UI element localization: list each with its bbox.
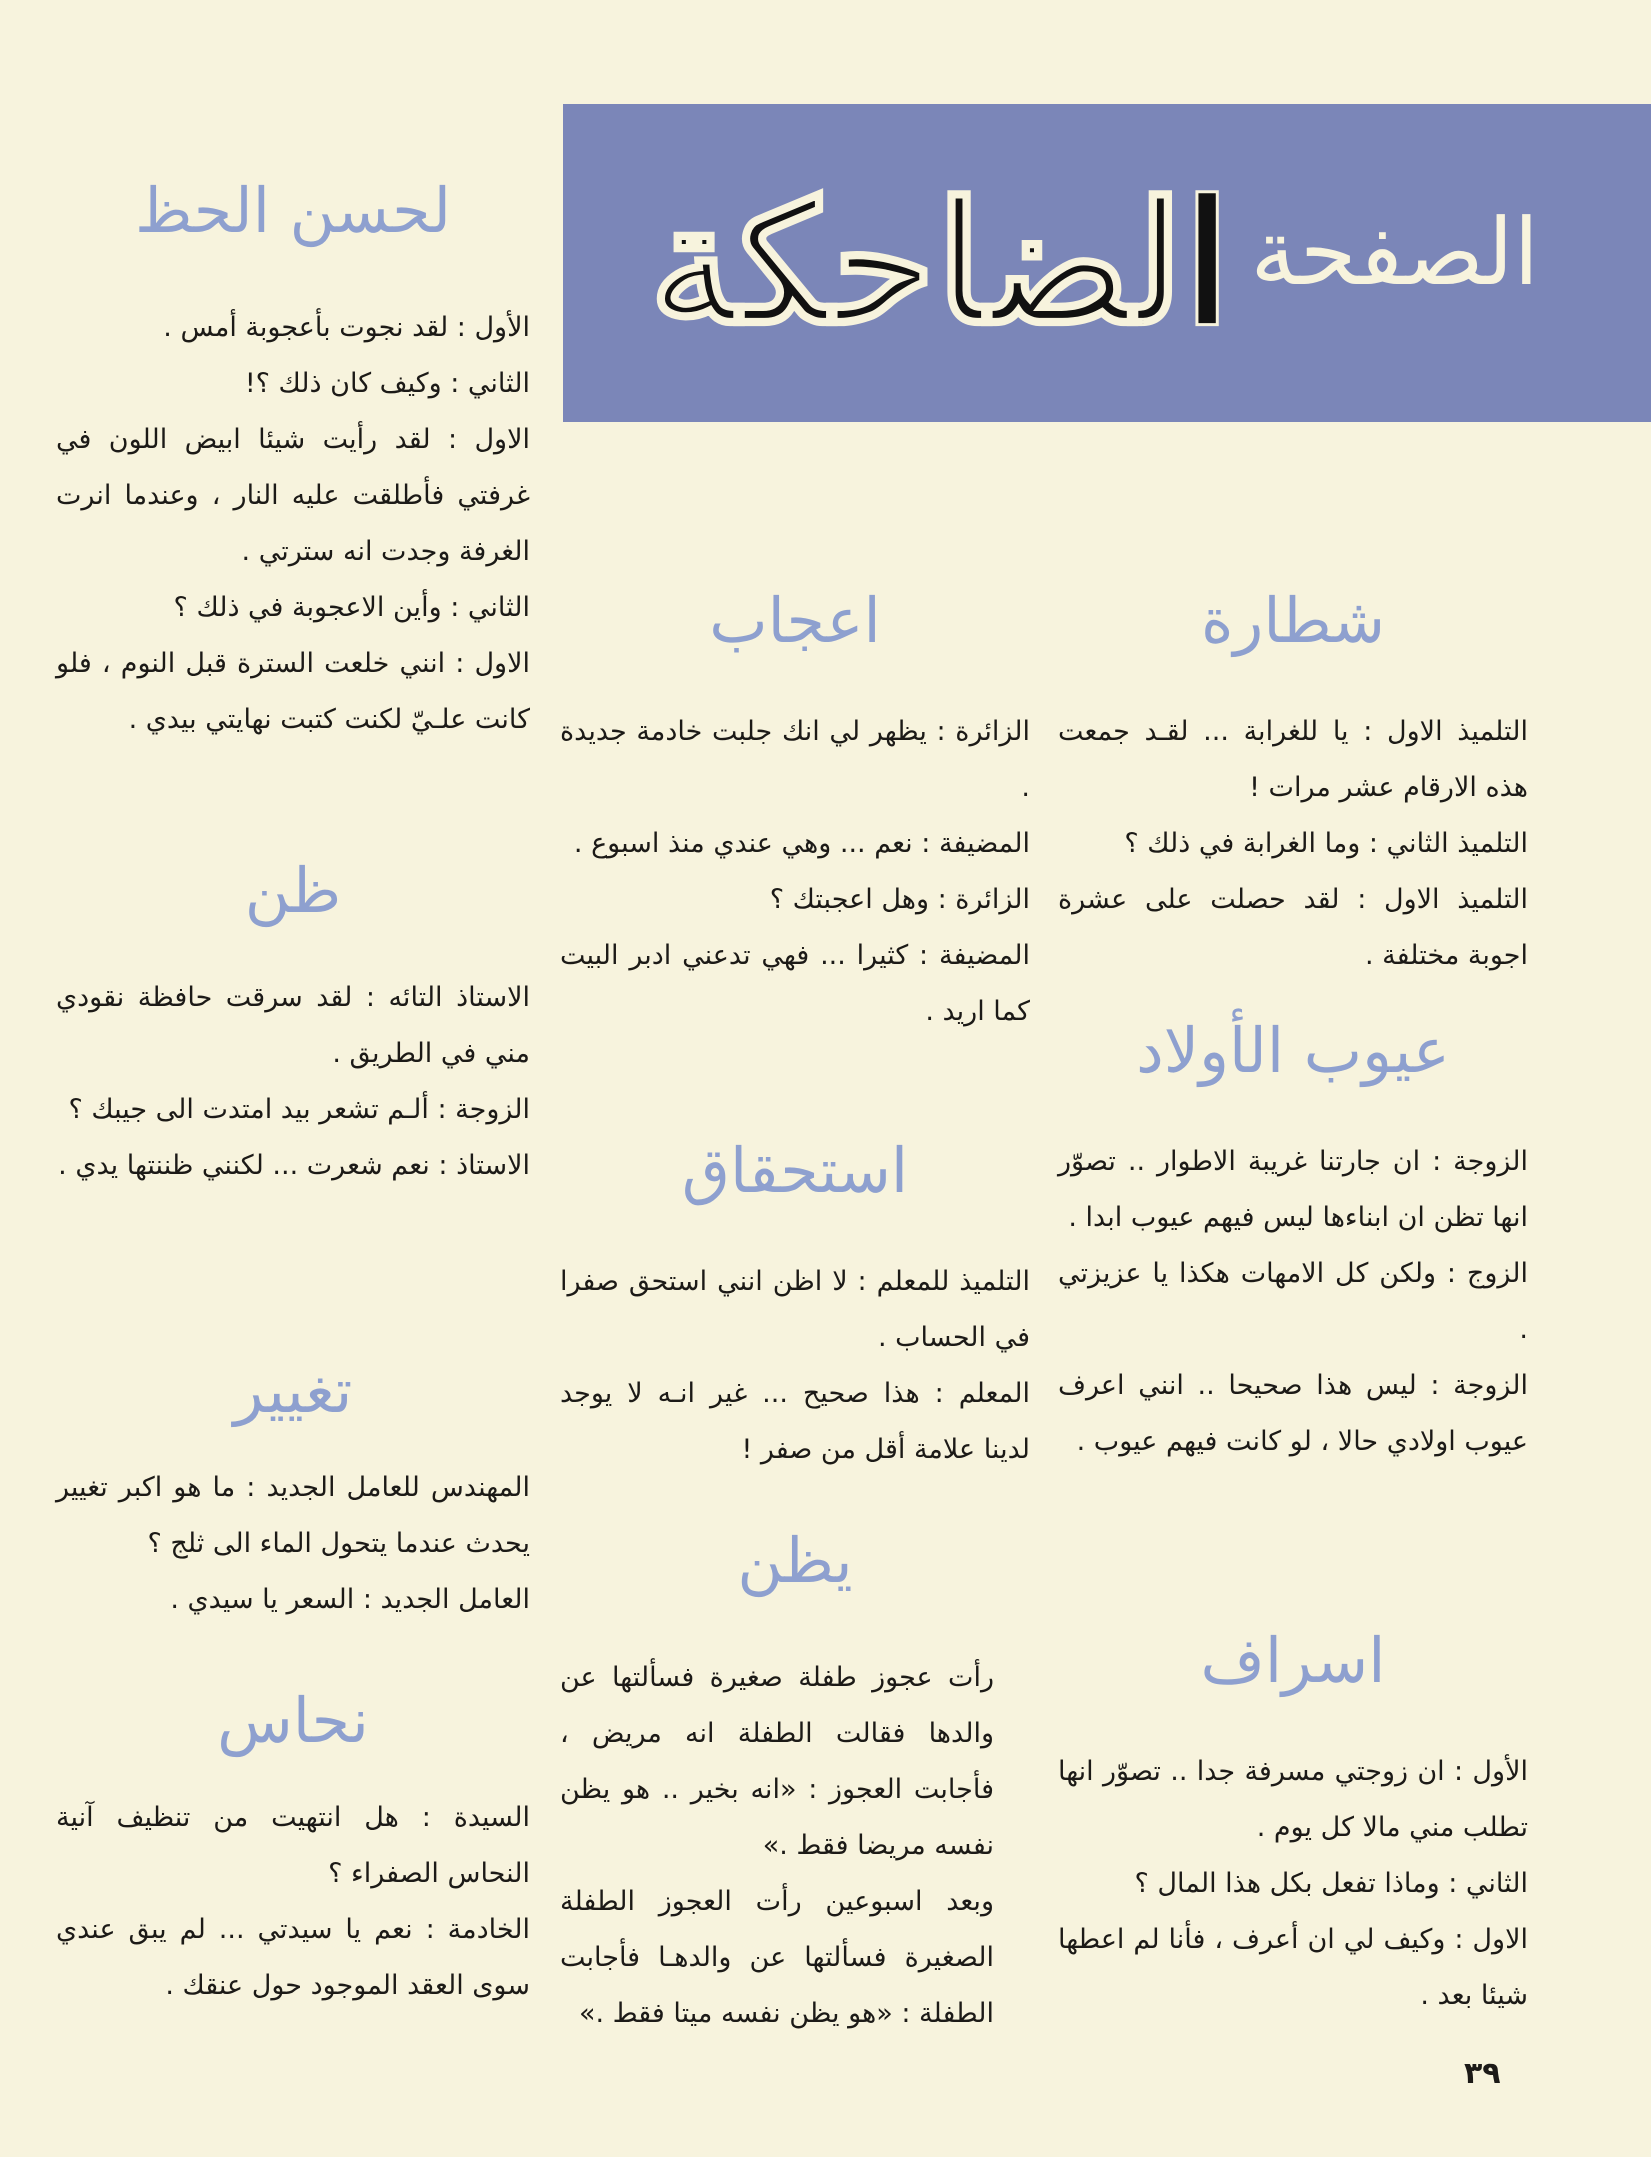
joke-line: الزوجة : ألـم تشعر بيد امتدت الى جيبك ؟ [68,1094,530,1125]
banner-title: الضاحكة [648,164,1231,362]
joke-line: رأت عجوز طفلة صغيرة فسألتها عن والدها فقالت الطفلة انه مريض ، فأجابت العجوز : «انه بخير .. هو يظن نفسه مريضا فقط .» [560,1662,994,1861]
joke-section [560,584,1030,1040]
section-heading: لحسن الحظ [134,174,452,247]
section-heading: ظن [244,854,342,927]
joke-line: التلميذ الاول : يا للغرابة ... لقـد جمعت هذه الارقام عشر مرات ! [1058,716,1528,803]
joke-section [1058,1624,1528,2024]
joke-line: التلميذ للمعلم : لا اظن انني استحق صفرا في الحساب . [560,1266,1030,1353]
section-heading: اعجاب [709,584,881,657]
joke-line: الاول : وكيف لي ان أعرف ، فأنا لم اعطها شيئا بعد . [1058,1924,1528,2011]
joke-line: الاستاذ التائه : لقد سرقت حافظة نقودي مني في الطريق . [56,982,530,1069]
page-number: ٣٩ [1464,2056,1501,2091]
joke-line: الخادمة : نعم يا سيدتي ... لم يبق عندي سوى العقد الموجود حول عنقك . [56,1914,530,2001]
joke-line: التلميذ الثاني : وما الغرابة في ذلك ؟ [1124,828,1528,859]
section-heading: نحاس [217,1684,369,1757]
joke-line: الزائرة : يظهر لي انك جلبت خادمة جديدة . [560,716,1030,803]
joke-line: الاول : لقد رأيت شيئا ابيض اللون في غرفتي فأطلقت عليه النار ، وعندما انرت الغرفة وجدت انه سترتي . [56,424,530,567]
joke-line: المضيفة : كثيرا ... فهي تدعني ادبر البيت كما اريد . [560,940,1030,1027]
banner-subtitle: الصفحة [1250,199,1540,306]
joke-line: المضيفة : نعم ... وهي عندي منذ اسبوع . [573,828,1030,859]
section-heading: تغيير [233,1354,353,1427]
joke-section [56,854,530,1194]
joke-line: المعلم : هذا صحيح ... غير انـه لا يوجد لدينا علامة أقل من صفر ! [560,1378,1030,1465]
joke-line: التلميذ الاول : لقد حصلت على عشرة اجوبة مختلفة . [1058,884,1528,971]
joke-line: الأول : ان زوجتي مسرفة جدا .. تصوّر انها تطلب مني مالا كل يوم . [1058,1756,1528,1843]
section-heading: يظن [737,1524,853,1597]
joke-line: الاستاذ : نعم شعرت ... لكنني ظننتها يدي . [58,1150,530,1181]
joke-section [56,1354,530,1628]
joke-section [560,1134,1030,1478]
joke-line: الزائرة : وهل اعجبتك ؟ [769,884,1030,915]
section-heading: اسراف [1200,1624,1386,1697]
joke-section [1058,1014,1528,1470]
section-heading: استحقاق [681,1134,909,1207]
joke-line: الاول : انني خلعت السترة قبل النوم ، فلو كانت علـيّ لكنت كتبت نهايتي بيدي . [56,648,530,735]
joke-line: الثاني : وأين الاعجوبة في ذلك ؟ [173,592,530,623]
joke-section [560,1524,1030,2042]
section-heading: عيوب الأولاد [1136,1014,1450,1087]
joke-line: الأول : لقد نجوت بأعجوبة أمس . [163,312,530,343]
joke-line: السيدة : هل انتهيت من تنظيف آنية النحاس الصفراء ؟ [56,1802,530,1889]
title-banner [563,104,1651,422]
joke-line: الزوجة : ليس هذا صحيحا .. انني اعرف عيوب اولادي حالا ، لو كانت فيهم عيوب . [1058,1370,1528,1457]
joke-line: الزوج : ولكن كل الامهات هكذا يا عزيزتي . [1058,1258,1528,1345]
joke-section [56,174,530,748]
joke-section [1058,584,1528,984]
joke-line: وبعد اسبوعين رأت العجوز الطفلة الصغيرة فسألتها عن والدهـا فأجابت الطفلة : «هو يظن نفسه ميتا فقط .» [560,1886,994,2029]
section-heading: شطارة [1200,584,1386,657]
joke-line: الثاني : وماذا تفعل بكل هذا المال ؟ [1134,1868,1528,1899]
joke-section [56,1684,530,2014]
joke-line: العامل الجديد : السعر يا سيدي . [170,1584,530,1615]
joke-line: المهندس للعامل الجديد : ما هو اكبر تغيير يحدث عندما يتحول الماء الى ثلج ؟ [56,1472,530,1559]
joke-line: الثاني : وكيف كان ذلك ؟! [244,368,530,399]
joke-line: الزوجة : ان جارتنا غريبة الاطوار .. تصوّر انها تظن ان ابناءها ليس فيهم عيوب ابدا . [1058,1146,1528,1233]
